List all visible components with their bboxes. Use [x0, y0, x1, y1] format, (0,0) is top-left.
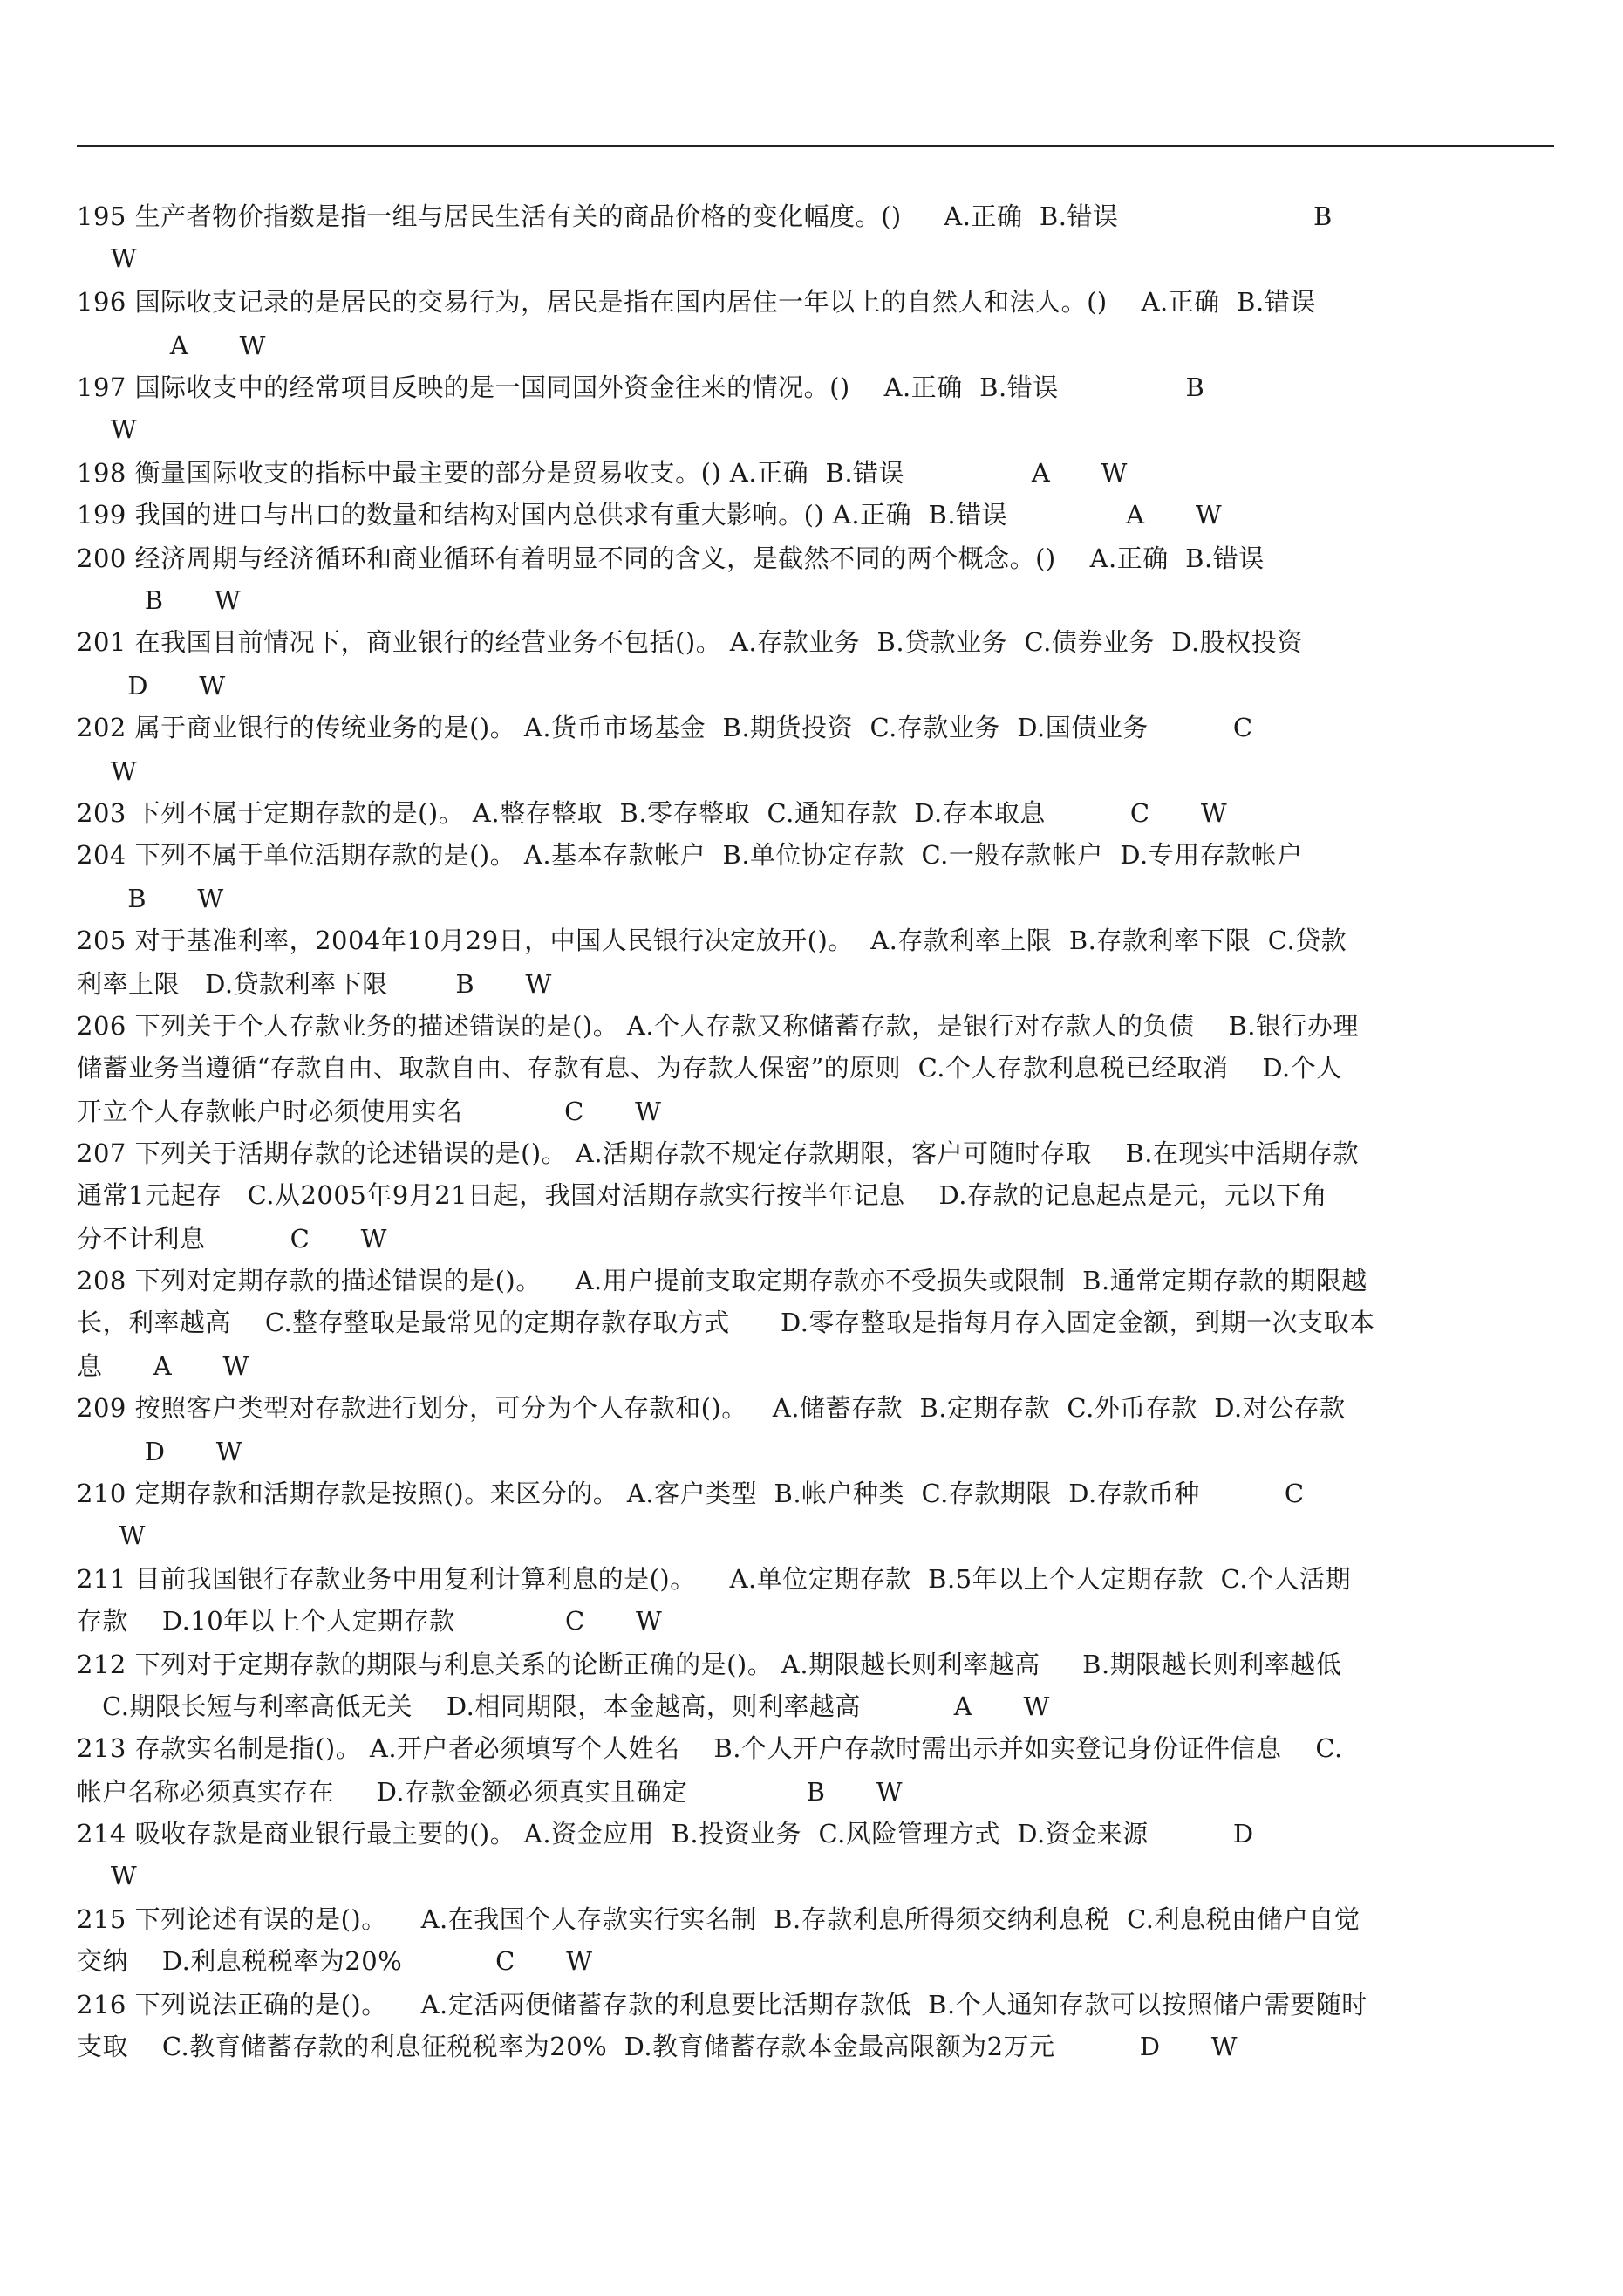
header-rule [77, 145, 1554, 147]
text-line: 帐户名称必须真实存在 D.存款金额必须真实且确定 B W [77, 1777, 904, 1807]
text-line: 211 目前我国银行存款业务中用复利计算利息的是()。 A.单位定期存款 B.5年以上个人定期存款 C.个人活期 [77, 1564, 1351, 1594]
text-line: 199 我国的进口与出口的数量和结构对国内总供求有重大影响。() A.正确 B.错误 A W [77, 500, 1223, 530]
text-line: W [77, 1861, 138, 1890]
text-line: 202 属于商业银行的传统业务的是()。 A.货币市场基金 B.期货投资 C.存款业务 D.国债业务 C [77, 713, 1253, 742]
text-line: 支取 C.教育储蓄存款的利息征税税率为20% D.教育储蓄存款本金最高限额为2万元 D W [77, 2032, 1238, 2061]
text-line: 200 经济周期与经济循环和商业循环有着明显不同的含义，是截然不同的两个概念。() A.正确 B.错误 [77, 543, 1265, 573]
text-line: 216 下列说法正确的是()。 A.定活两便储蓄存款的利息要比活期存款低 B.个人通知存款可以按照储户需要随时 [77, 1990, 1367, 2019]
text-line: 206 下列关于个人存款业务的描述错误的是()。 A.个人存款又称储蓄存款，是银行对存款人的负债 B.银行办理 [77, 1011, 1359, 1041]
text-line: 利率上限 D.贷款利率下限 B W [77, 969, 552, 999]
text-line: 201 在我国目前情况下，商业银行的经营业务不包括()。 A.存款业务 B.贷款业务 C.债券业务 D.股权投资 [77, 627, 1303, 657]
text-line: W [77, 756, 138, 786]
text-line: C.期限长短与利率高低无关 D.相同期限，本金越高，则利率越高 A W [77, 1691, 1050, 1721]
text-line: B W [77, 884, 224, 913]
text-line: 204 下列不属于单位活期存款的是()。 A.基本存款帐户 B.单位协定存款 C.一般存款帐户 D.专用存款帐户 [77, 840, 1303, 870]
text-line: 198 衡量国际收支的指标中最主要的部分是贸易收支。() A.正确 B.错误 A W [77, 458, 1128, 488]
text-line: 214 吸收存款是商业银行最主要的()。 A.资金应用 B.投资业务 C.风险管理方式 D.资金来源 D [77, 1819, 1254, 1848]
text-line: 开立个人存款帐户时必须使用实名 C W [77, 1097, 662, 1126]
text-line: 196 国际收支记录的是居民的交易行为，居民是指在国内居住一年以上的自然人和法人。() A.正确 B.错误 [77, 287, 1316, 317]
text-line: A W [77, 331, 266, 360]
text-line: 212 下列对于定期存款的期限与利息关系的论断正确的是()。 A.期限越长则利率越高 B.期限越长则利率越低 [77, 1650, 1342, 1679]
text-line: 息 A W [77, 1351, 249, 1381]
text-line: 储蓄业务当遵循“存款自由、取款自由、存款有息、为存款人保密”的原则 C.个人存款利息税已经取消 D.个人 [77, 1053, 1342, 1083]
text-line: D W [77, 671, 226, 700]
text-line: B W [77, 585, 242, 615]
text-line: 长，利率越高 C.整存整取是最常见的定期存款存取方式 D.零存整取是指每月存入固定金额，到期一次支取本 [77, 1308, 1375, 1337]
text-line: 210 定期存款和活期存款是按照()。来区分的。 A.客户类型 B.帐户种类 C.存款期限 D.存款币种 C [77, 1479, 1305, 1508]
text-line: W [77, 414, 138, 444]
text-line: 203 下列不属于定期存款的是()。 A.整存整取 B.零存整取 C.通知存款 D.存本取息 C W [77, 798, 1228, 828]
text-line: D W [77, 1437, 243, 1466]
text-line: W [77, 243, 138, 273]
text-line: 197 国际收支中的经常项目反映的是一国同国外资金往来的情况。() A.正确 B.错误 B [77, 372, 1205, 402]
text-line: 205 对于基准利率，2004年10月29日，中国人民银行决定放开()。 A.存款利率上限 B.存款利率下限 C.贷款 [77, 926, 1347, 955]
text-line: 208 下列对定期存款的描述错误的是()。 A.用户提前支取定期存款亦不受损失或限制 B.通常定期存款的期限越 [77, 1266, 1367, 1295]
text-line: 通常1元起存 C.从2005年9月21日起，我国对活期存款实行按半年记息 D.存款的记息起点是元，元以下角 [77, 1180, 1327, 1210]
text-line: 交纳 D.利息税税率为20% C W [77, 1946, 593, 1976]
text-line: 存款 D.10年以上个人定期存款 C W [77, 1606, 663, 1636]
text-line: 分不计利息 C W [77, 1224, 387, 1254]
text-line: 215 下列论述有误的是()。 A.在我国个人存款实行实名制 B.存款利息所得须交纳利息税 C.利息税由储户自觉 [77, 1904, 1360, 1934]
text-line: 195 生产者物价指数是指一组与居民生活有关的商品价格的变化幅度。() A.正确 B.错误 B [77, 202, 1333, 231]
text-line: 209 按照客户类型对存款进行划分，可分为个人存款和()。 A.储蓄存款 B.定期存款 C.外币存款 D.对公存款 [77, 1393, 1346, 1423]
text-line: W [77, 1520, 146, 1550]
text-line: 207 下列关于活期存款的论述错误的是()。 A.活期存款不规定存款期限，客户可随时存取 B.在现实中活期存款 [77, 1138, 1359, 1168]
text-line: 213 存款实名制是指()。 A.开户者必须填写个人姓名 B.个人开户存款时需出示并如实登记身份证件信息 C. [77, 1733, 1343, 1763]
